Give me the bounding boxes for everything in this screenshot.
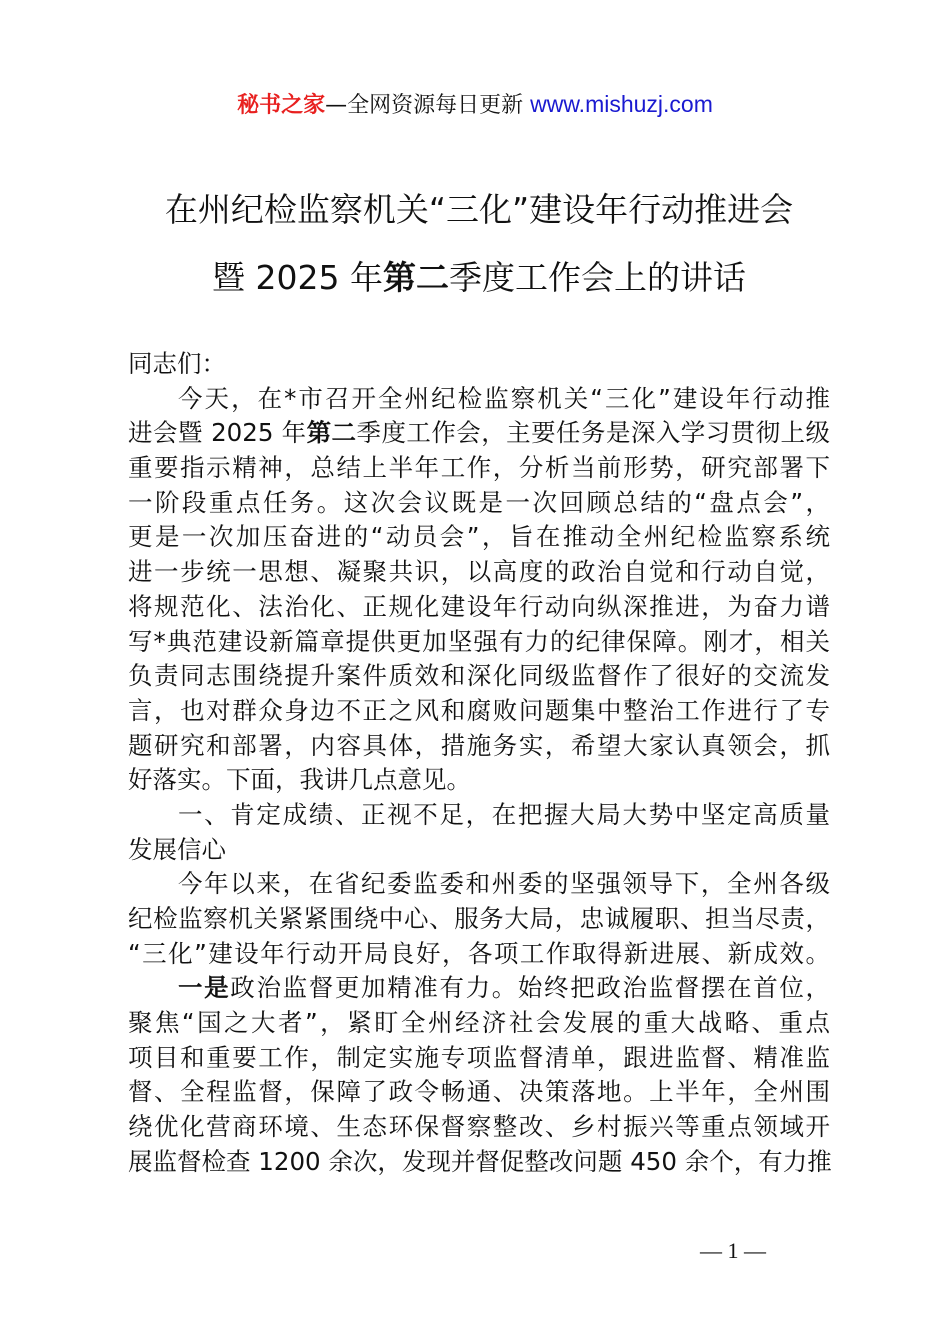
text-segment: 督、全程监督，保障了政令畅通、决策落地。上半年，全州围: [128, 1077, 830, 1107]
text-segment: 一、肯定成绩、正视不足，在把握大局大势中坚定高质量: [178, 799, 830, 829]
text-segment: 好落实。下面，我讲几点意见。: [128, 765, 471, 795]
document-body: [128, 347, 830, 1180]
text-segment: 更是一次加压奋进的“动员会”，旨在推动全州纪检监察系统: [128, 522, 830, 552]
brand-name: 秘书之家: [237, 93, 326, 118]
bold-text: 一是: [178, 973, 231, 1003]
body-text-line: [128, 971, 830, 1006]
text-segment: 重要指示精神，总结上半年工作，分析当前形势，研究部署下: [128, 453, 830, 483]
text-segment: 季度工作会上的讲话: [448, 258, 746, 297]
bold-text: 第二: [306, 418, 357, 448]
body-text-line: [128, 937, 830, 972]
body-text-line: [128, 347, 830, 382]
body-text-line: [128, 833, 830, 868]
site-banner: [0, 88, 950, 122]
document-title-line-2: [128, 256, 830, 300]
text-segment: 题研究和部署，内容具体，措施务实，希望大家认真领会，抓: [128, 730, 830, 760]
body-text-line: [128, 1006, 830, 1041]
body-text-line: [128, 451, 830, 486]
text-segment: 进一步统一思想、凝聚共识，以高度的政治自觉和行动自觉，: [128, 557, 830, 587]
body-text-line: [128, 729, 830, 764]
body-text-line: [128, 1041, 830, 1076]
body-text-line: [128, 1110, 830, 1145]
body-text-line: [128, 902, 830, 937]
body-text-line: [128, 659, 830, 694]
text-segment: 展监督检查 1200 余次，发现并督促整改问题 450 余个，有力推: [128, 1146, 832, 1176]
body-text-line: [128, 590, 830, 625]
text-segment: 写*典范建设新篇章提供更加坚强有力的纪律保障。刚才，相关: [128, 626, 830, 656]
text-segment: 季度工作会，主要任务是深入学习贯彻上级: [356, 418, 831, 448]
body-text-line: [128, 486, 830, 521]
body-text-line: [128, 867, 830, 902]
text-segment: 一阶段重点任务。这次会议既是一次回顾总结的“盘点会”，: [128, 487, 830, 517]
text-segment: 将规范化、法治化、正规化建设年行动向纵深推进，为奋力谱: [128, 591, 830, 621]
text-segment: 言，也对群众身边不正之风和腐败问题集中整治工作进行了专: [128, 695, 830, 725]
text-segment: 绕优化营商环境、生态环保督察整改、乡村振兴等重点领域开: [128, 1112, 830, 1142]
body-text-line: [128, 416, 830, 451]
body-text-line: [128, 625, 830, 660]
banner-tagline: —全网资源每日更新: [325, 93, 531, 118]
document-title-line-1: 在州纪检监察机关“三化”建设年行动推进会: [164, 190, 794, 229]
text-segment: 同志们：: [128, 349, 226, 378]
body-text-line: [128, 1145, 830, 1180]
text-segment: “三化”建设年行动开局良好，各项工作取得新进展、新成效。: [128, 938, 830, 968]
text-segment: 暨 2025 年: [212, 258, 383, 297]
body-text-line: [128, 798, 830, 833]
text-segment: 负责同志围绕提升案件质效和深化同级监督作了很好的交流发: [128, 661, 830, 691]
text-segment: 发展信心: [128, 834, 226, 864]
text-segment: 纪检监察机关紧紧围绕中心、服务大局，忠诚履职、担当尽责，: [128, 904, 830, 933]
body-text-line: [128, 555, 830, 590]
body-text-line: [128, 694, 830, 729]
page-number: — 1 —: [700, 1238, 766, 1263]
text-segment: 今天，在*市召开全州纪检监察机关“三化”建设年行动推: [178, 383, 830, 413]
body-text-line: [128, 1075, 830, 1110]
text-segment: 今年以来，在省纪委监委和州委的坚强领导下，全州各级: [178, 869, 830, 899]
body-text-line: [128, 520, 830, 555]
text-segment: 政治监督更加精准有力。始终把政治监督摆在首位，: [230, 973, 831, 1003]
text-segment: 项目和重要工作，制定实施专项监督清单，跟进监督、精准监: [128, 1042, 830, 1072]
text-segment: 进会暨 2025 年: [128, 418, 307, 448]
body-text-line: [128, 763, 830, 798]
text-segment: 聚焦“国之大者”，紧盯全州经济社会发展的重大战略、重点: [128, 1008, 830, 1038]
site-url-link[interactable]: www.mishuzj.com: [530, 91, 713, 117]
bold-text: 第二: [382, 258, 449, 297]
body-text-line: [128, 382, 830, 417]
